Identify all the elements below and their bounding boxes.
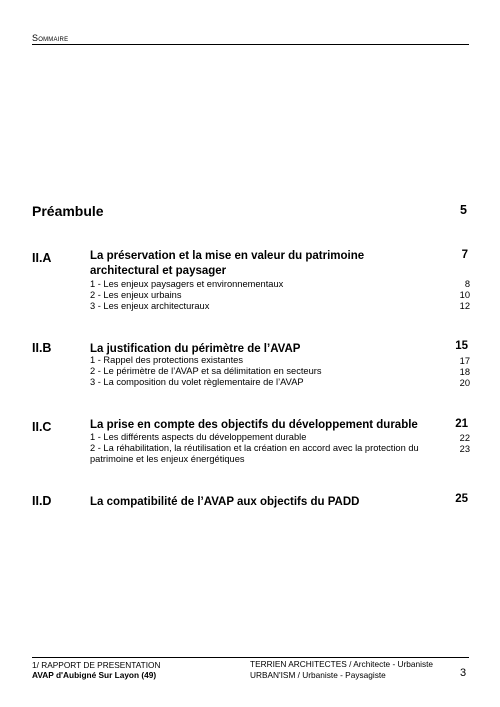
section-title: La prise en compte des objectifs du développement durable — [90, 419, 418, 431]
footer-divider — [32, 657, 469, 658]
section-code: II.D — [32, 494, 52, 508]
toc-item: 2 - Le périmètre de l’AVAP et sa délimitation en secteurs — [90, 366, 322, 376]
toc-item: 1 - Les différents aspects du développement durable — [90, 432, 307, 442]
toc-item-page: 23 — [459, 444, 470, 454]
toc-item: 2 - La réhabilitation, la réutilisation et la création en accord avec la protection du patrimoine et les enjeux énergétiques — [90, 443, 419, 464]
footer-author-1: TERRIEN ARCHITECTES / Architecte - Urbaniste — [250, 659, 434, 669]
footer-page-number: 3 — [460, 667, 467, 679]
footer-report-title: 1/ RAPPORT DE PRESENTATION — [32, 660, 161, 670]
toc-item-page: 18 — [459, 367, 470, 377]
toc-item-page: 10 — [459, 290, 470, 300]
section-page-number: 21 — [455, 418, 468, 430]
header-divider — [32, 44, 469, 45]
footer-project-name: AVAP d'Aubigné Sur Layon (49) — [32, 670, 157, 680]
toc-item-page: 22 — [459, 433, 470, 443]
toc-item: 1 - Rappel des protections existantes — [90, 355, 243, 365]
footer-author-2: URBAN'ISM / Urbaniste - Paysagiste — [250, 670, 386, 680]
toc-item-page: 17 — [459, 356, 470, 366]
toc-item: 3 - La composition du volet règlementaire de l’AVAP — [90, 377, 304, 387]
preamble-title: Préambule — [32, 203, 104, 219]
toc-item: 2 - Les enjeux urbains — [90, 290, 182, 300]
section-page-number: 15 — [455, 340, 468, 352]
section-code: II.C — [32, 420, 52, 434]
section-code: II.A — [32, 251, 52, 265]
section-title: La justification du périmètre de l’AVAP — [90, 343, 301, 355]
section-page-number: 7 — [461, 249, 468, 261]
toc-item: 3 - Les enjeux architecturaux — [90, 301, 210, 311]
section-title: La préservation et la mise en valeur du patrimoine architectural et paysager — [90, 250, 365, 277]
toc-item-page: 20 — [459, 378, 470, 388]
section-page-number: 25 — [455, 493, 468, 505]
toc-item: 1 - Les enjeux paysagers et environnementaux — [90, 279, 284, 289]
preamble-page-number: 5 — [460, 203, 467, 217]
toc-item-page: 8 — [464, 279, 470, 289]
section-title: La compatibilité de l’AVAP aux objectifs du PADD — [90, 496, 360, 508]
section-code: II.B — [32, 341, 52, 355]
page-header-title: Sommaire — [32, 33, 69, 43]
toc-item-page: 12 — [459, 301, 470, 311]
